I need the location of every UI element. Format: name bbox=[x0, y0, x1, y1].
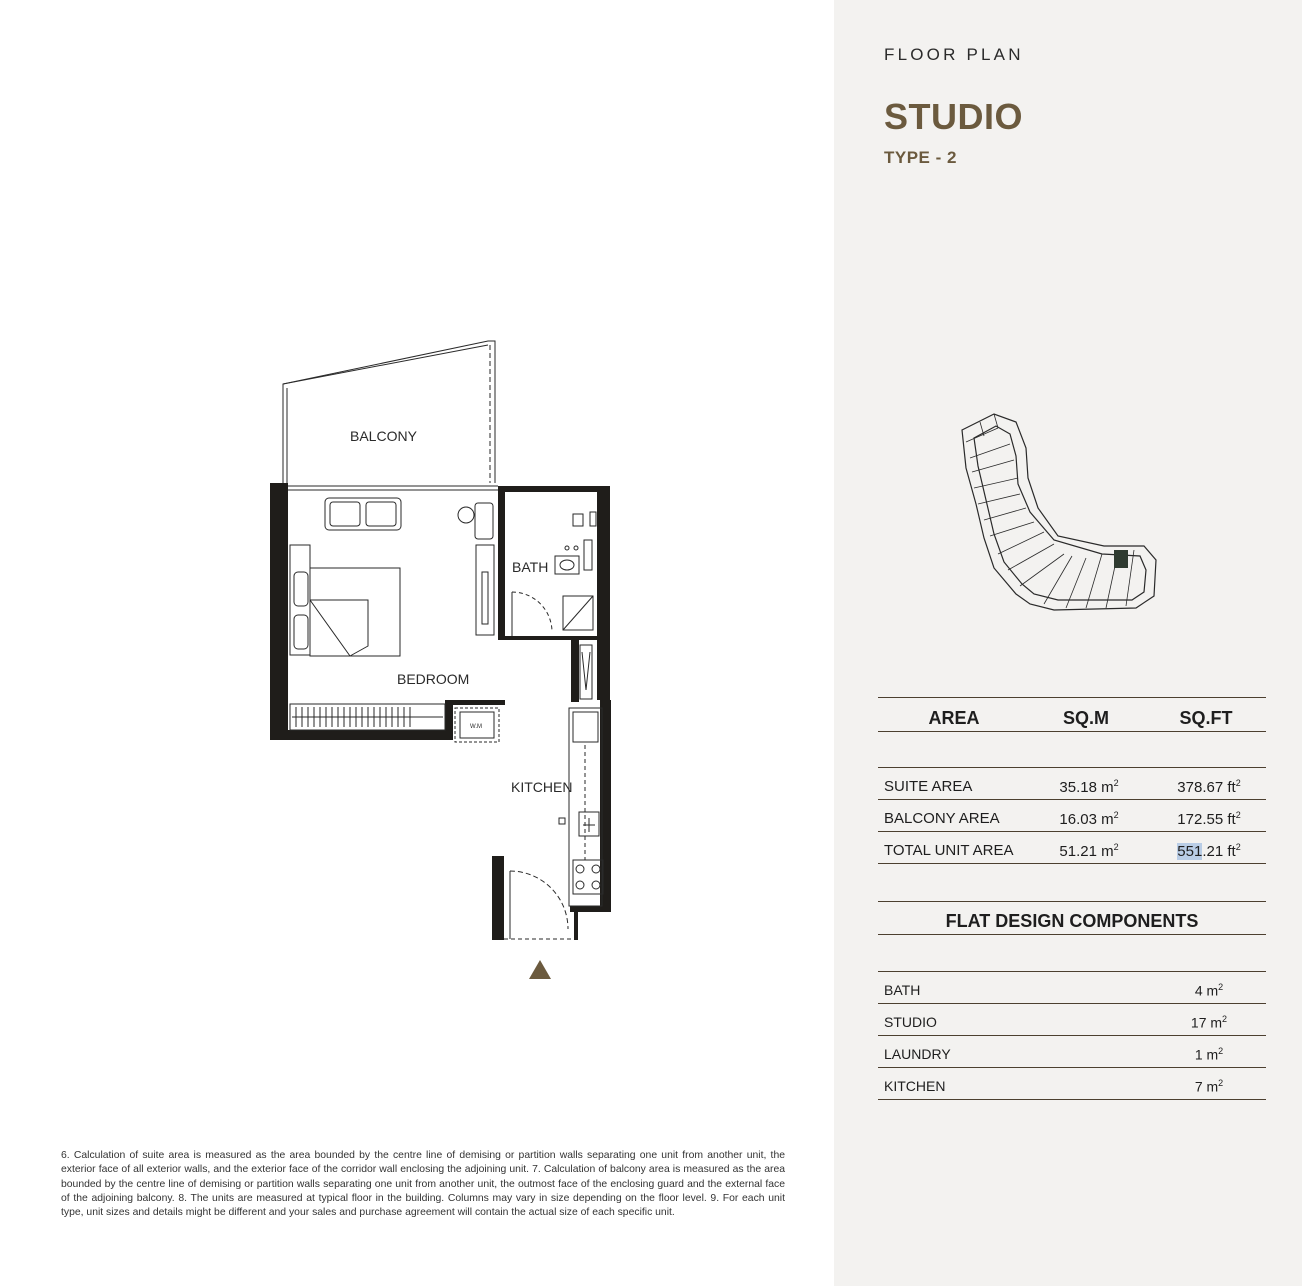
component-value: 17 $m^2$ bbox=[1190, 1014, 1228, 1031]
balcony-outline bbox=[283, 341, 495, 483]
area-header: AREA bbox=[928, 708, 980, 728]
components-table bbox=[878, 901, 1266, 1101]
row-balcony-sqft: 172.55 $ft^2$ bbox=[1177, 810, 1241, 828]
room-label-bath: BATH bbox=[512, 559, 549, 575]
sqft-header: SQ.FT bbox=[1179, 708, 1233, 728]
floor-plan-drawing bbox=[240, 330, 640, 990]
section-label: FLOOR PLAN bbox=[884, 45, 1024, 64]
component-value: 4 $m^2$ bbox=[1194, 982, 1224, 999]
entry-arrow-icon bbox=[529, 960, 551, 979]
row-balcony-sqm: 16.03 $m^2$ bbox=[1059, 810, 1119, 828]
row-total-sqft[interactable]: 551.21 $ft^2$ bbox=[1177, 842, 1241, 860]
unit-title: STUDIO bbox=[884, 96, 1024, 137]
key-plan-map bbox=[954, 408, 1164, 618]
wardrobe-hangers bbox=[292, 707, 443, 727]
component-name: KITCHEN bbox=[884, 1078, 946, 1094]
row-suite-sqm: 35.18 $m^2$ bbox=[1059, 778, 1119, 796]
components-title: FLAT DESIGN COMPONENTS bbox=[945, 911, 1199, 931]
component-name: LAUNDRY bbox=[884, 1046, 951, 1062]
row-balcony-name: BALCONY AREA bbox=[884, 810, 1000, 827]
row-total-name: TOTAL UNIT AREA bbox=[884, 842, 1014, 859]
footnote-text: 6. Calculation of suite area is measured as the area bounded by the centre line of demising or partition walls separating one unit from another unit, the exterior face of all exterior walls, and the exterior face of the corridor wall enclosing the adjoining unit. 7. Calculation of balcony area is measured as the area bounded by the centre line of demising or partition walls separating one unit from another unit, the outmost face of the enclosing guard and the external face of the adjoining balcony. 8. The units are measured at typical floor in the building. Columns may vary in size depending on the floor level. 9. For each unit type, unit sizes and details might be different and your sales and purchase agreement will contain the actual size of each specific unit. bbox=[61, 1150, 785, 1219]
sqm-header: SQ.M bbox=[1062, 708, 1109, 728]
row-suite-sqft: 378.67 $ft^2$ bbox=[1177, 778, 1241, 796]
unit-type: TYPE - 2 bbox=[884, 148, 957, 167]
walls bbox=[270, 483, 611, 940]
component-value: 7 $m^2$ bbox=[1194, 1078, 1224, 1095]
area-table bbox=[878, 697, 1266, 867]
room-label-balcony: BALCONY bbox=[350, 428, 417, 444]
bedroom-furniture bbox=[290, 498, 494, 730]
info-panel bbox=[834, 0, 1302, 1286]
room-label-bedroom: BEDROOM bbox=[397, 671, 470, 687]
row-suite-name: SUITE AREA bbox=[884, 778, 973, 795]
component-name: STUDIO bbox=[884, 1014, 937, 1030]
component-name: BATH bbox=[884, 982, 921, 998]
room-label-wm: W.M bbox=[470, 724, 482, 730]
room-label-kitchen: KITCHEN bbox=[511, 779, 573, 795]
selected-text-highlight[interactable]: 551 bbox=[1177, 843, 1203, 860]
component-value: 1 $m^2$ bbox=[1194, 1046, 1224, 1063]
row-total-sqm: 51.21 $m^2$ bbox=[1059, 842, 1119, 860]
